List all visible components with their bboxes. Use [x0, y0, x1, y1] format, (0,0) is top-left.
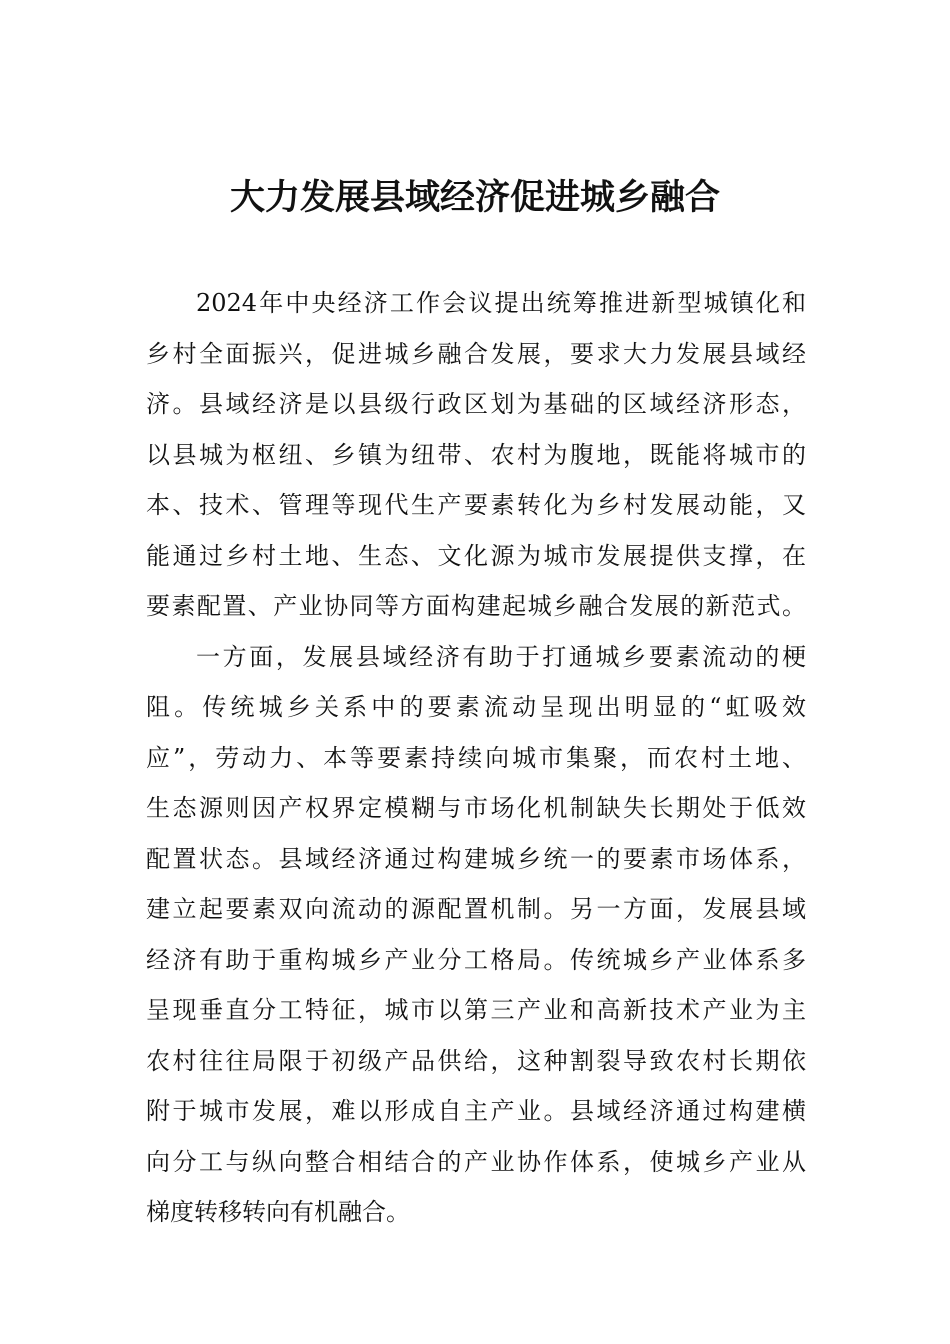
document-title: 大力发展县域经济促进城乡融合 — [229, 177, 720, 218]
paragraph-line: 建立起要素双向流动的源配置机制。另一方面，发展县域 — [146, 895, 806, 923]
paragraph-line: 乡村全面振兴，促进城乡融合发展，要求大力发展县域经 — [146, 339, 806, 368]
paragraph-line: 农村往往局限于初级产品供给，这种割裂导致农村长期依 — [146, 1046, 806, 1075]
paragraph-line: 生态源则因产权界定模糊与市场化机制缺失长期处于低效 — [146, 794, 806, 822]
paragraph-line: 向分工与纵向整合相结合的产业协作体系，使城乡产业从 — [146, 1147, 806, 1176]
paragraph-line: 应”，劳动力、本等要素持续向城市集聚，而农村土地、 — [146, 743, 806, 772]
document-body — [146, 278, 806, 1238]
paragraph-line: 以县城为枢纽、乡镇为纽带、农村为腹地，既能将城市的 — [146, 440, 806, 469]
paragraph-line: 阻。传统城乡关系中的要素流动呈现出明显的“虹吸效 — [146, 693, 806, 721]
paragraph-line: 济。县域经济是以县级行政区划为基础的区域经济形态， — [146, 390, 806, 418]
paragraph-line: 能通过乡村土地、生态、文化源为城市发展提供支撑，在 — [146, 541, 806, 570]
paragraph-2 — [146, 632, 806, 1238]
paragraph-line: 经济有助于重构城乡产业分工格局。传统城乡产业体系多 — [146, 945, 806, 974]
paragraph-line: 梯度转移转向有机融合。 — [146, 1198, 410, 1226]
paragraph-line: 配置状态。县域经济通过构建城乡统一的要素市场体系， — [146, 844, 806, 873]
paragraph-line: 附于城市发展，难以形成自主产业。县域经济通过构建横 — [146, 1097, 806, 1125]
paragraph-line: 要素配置、产业协同等方面构建起城乡融合发展的新范式。 — [146, 592, 806, 620]
paragraph-1 — [146, 278, 806, 632]
paragraph-line: 一方面，发展县域经济有助于打通城乡要素流动的梗 — [196, 642, 806, 671]
paragraph-line: 本、技术、管理等现代生产要素转化为乡村发展动能，又 — [146, 491, 806, 519]
paragraph-line: 呈现垂直分工特征，城市以第三产业和高新技术产业为主 — [146, 996, 806, 1024]
paragraph-line: 2024年中央经济工作会议提出统筹推进新型城镇化和 — [196, 289, 806, 317]
